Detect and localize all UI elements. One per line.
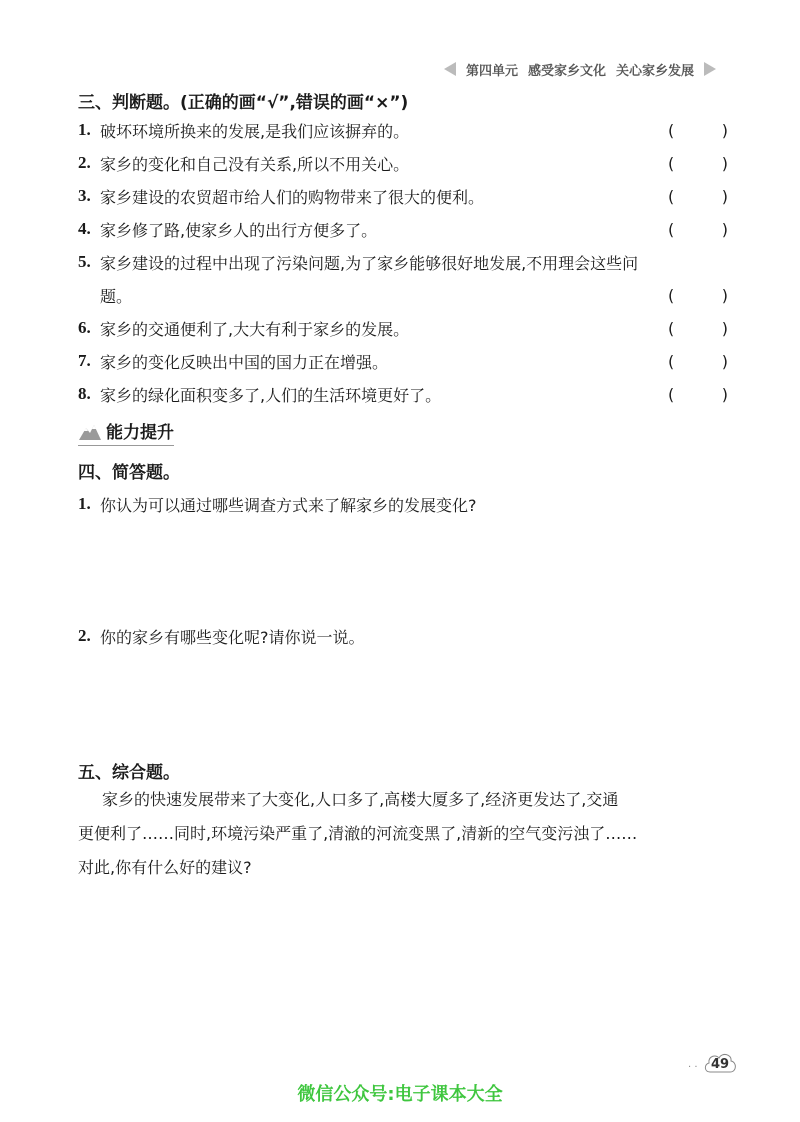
answer-blank[interactable]: ( ) xyxy=(668,186,728,206)
item-number: 2. xyxy=(78,626,91,645)
mountain-icon xyxy=(78,421,102,441)
answer-blank[interactable]: ( ) xyxy=(668,153,728,173)
judge-item-8 xyxy=(78,378,728,410)
header-unit: 第四单元 xyxy=(465,63,518,79)
page-header xyxy=(444,58,716,80)
ability-heading xyxy=(78,418,174,443)
page-number: 49 xyxy=(702,1050,738,1078)
passage-line-2: 更便利了……同时,环境污染严重了,清澈的河流变黑了,清新的空气变污浊了…… xyxy=(78,824,638,843)
section-4-title: 四、简答题。 xyxy=(78,463,180,483)
header-triangle-right-icon xyxy=(704,62,716,76)
item-number: 1. xyxy=(78,120,91,139)
item-text: 家乡的绿化面积变多了,人们的生活环境更好了。 xyxy=(100,385,442,405)
judge-item-6 xyxy=(78,312,728,344)
item-text: 家乡的变化反映出中国的国力正在增强。 xyxy=(100,352,389,372)
header-triangle-left-icon xyxy=(444,62,456,76)
item-number: 1. xyxy=(78,494,91,513)
header-title-2: 关心家乡发展 xyxy=(615,63,694,79)
passage-line-1: 家乡的快速发展带来了大变化,人口多了,高楼大厦多了,经济更发达了,交通 xyxy=(102,790,619,809)
item-number: 4. xyxy=(78,219,91,238)
item-text: 你认为可以通过哪些调查方式来了解家乡的发展变化? xyxy=(100,495,477,515)
item-text: 家乡建设的过程中出现了污染问题,为了家乡能够很好地发展,不用理会这些问 xyxy=(100,253,639,273)
answer-blank[interactable]: ( ) xyxy=(668,384,728,404)
section-5-passage xyxy=(78,783,728,885)
page-dots: · · xyxy=(688,1062,698,1073)
ability-label: 能力提升 xyxy=(106,423,174,443)
answer-blank[interactable]: ( ) xyxy=(668,285,728,305)
item-number: 3. xyxy=(78,186,91,205)
item-number: 8. xyxy=(78,384,91,403)
watermark-text: 微信公众号:电子课本大全 xyxy=(297,1084,503,1105)
section-5-title: 五、综合题。 xyxy=(78,763,180,783)
judge-item-3 xyxy=(78,180,728,212)
item-number: 7. xyxy=(78,351,91,370)
item-text: 家乡修了路,使家乡人的出行方便多了。 xyxy=(100,220,378,240)
judge-item-1 xyxy=(78,114,728,146)
short-answer-item-1 xyxy=(78,488,728,520)
item-number: 6. xyxy=(78,318,91,337)
answer-blank[interactable]: ( ) xyxy=(668,318,728,338)
short-answer-item-2 xyxy=(78,620,728,652)
judge-item-2 xyxy=(78,147,728,179)
item-number: 5. xyxy=(78,252,91,271)
judge-item-7 xyxy=(78,345,728,377)
header-title-1: 感受家乡文化 xyxy=(527,63,606,79)
item-text-continued: 题。 xyxy=(100,286,133,306)
answer-blank[interactable]: ( ) xyxy=(668,120,728,140)
judge-item-4 xyxy=(78,213,728,245)
section-3-title: 三、判断题。(正确的画“√”,错误的画“×”) xyxy=(78,93,409,113)
item-text: 破坏环境所换来的发展,是我们应该摒弃的。 xyxy=(100,121,410,141)
item-number: 2. xyxy=(78,153,91,172)
item-text: 你的家乡有哪些变化呢?请你说一说。 xyxy=(100,627,365,647)
answer-blank[interactable]: ( ) xyxy=(668,219,728,239)
answer-blank[interactable]: ( ) xyxy=(668,351,728,371)
judge-item-5-continued xyxy=(100,279,728,311)
judge-item-5 xyxy=(78,246,728,278)
passage-line-3: 对此,你有什么好的建议? xyxy=(78,858,252,877)
item-text: 家乡建设的农贸超市给人们的购物带来了很大的便利。 xyxy=(100,187,485,207)
item-text: 家乡的变化和自己没有关系,所以不用关心。 xyxy=(100,154,410,174)
item-text: 家乡的交通便利了,大大有利于家乡的发展。 xyxy=(100,319,410,339)
